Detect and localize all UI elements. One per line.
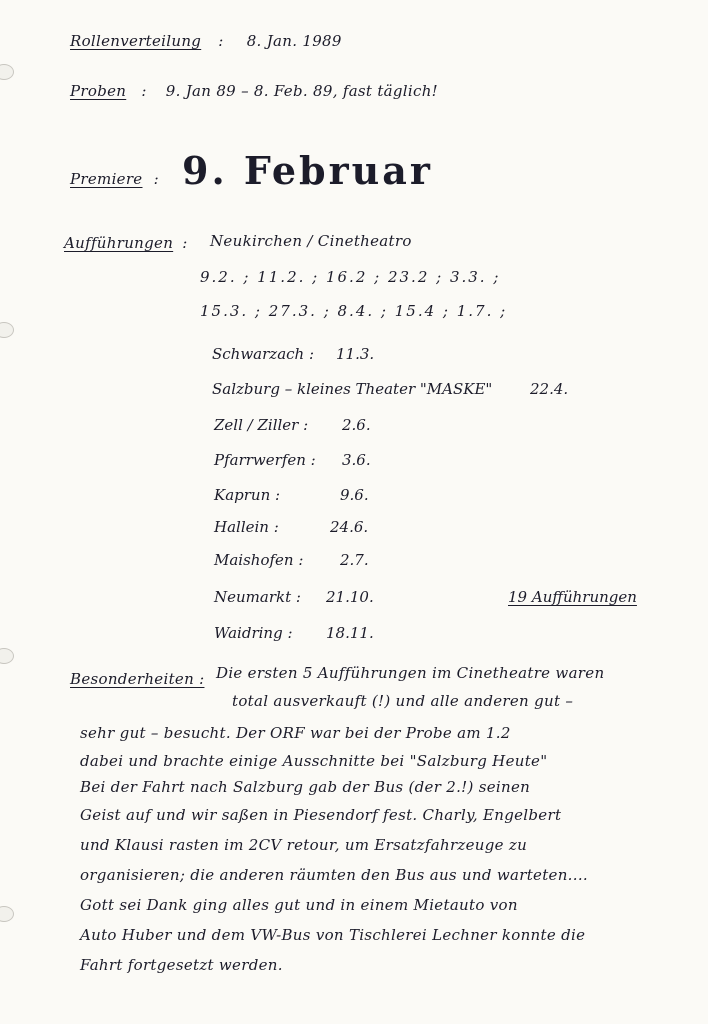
notes-line: Bei der Fahrt nach Salzburg gab der Bus (der 2.!) seinen [80, 778, 531, 796]
venue-waidring-place: Waidring : [214, 624, 293, 642]
venue-hallein-place: Hallein : [214, 518, 279, 536]
casting-sep: : [218, 32, 224, 50]
performances-dates-line-1: 9.2. ; 11.2. ; 16.2 ; 23.2 ; 3.3. ; [200, 268, 501, 286]
performances-venue: Neukirchen / Cinetheatro [210, 232, 412, 250]
casting-label: Rollenverteilung [70, 32, 202, 50]
notes-line: total ausverkauft (!) und alle anderen gut – [232, 692, 574, 710]
punch-hole-mark [0, 322, 14, 338]
premiere-sep: : [153, 170, 159, 188]
notes-line: Fahrt fortgesetzt werden. [80, 956, 283, 974]
rehearsals-line [70, 82, 438, 100]
venue-zell-place: Zell / Ziller : [214, 416, 309, 434]
notes-line: Die ersten 5 Aufführungen im Cinetheatre waren [216, 664, 605, 682]
venue-neumarkt-date: 21.10. [326, 588, 374, 606]
venue-salzburg-date: 22.4. [530, 380, 569, 398]
venue-schwarzach-place: Schwarzach : [212, 345, 315, 363]
notes-line: organisieren; die anderen räumten den Bus aus und warteten.... [80, 866, 588, 884]
notes-line: Gott sei Dank ging alles gut und in einem Mietauto von [80, 896, 518, 914]
venue-maishofen-place: Maishofen : [214, 551, 304, 569]
venue-salzburg-place: Salzburg – kleines Theater "MASKE" [212, 380, 493, 398]
performances-sep: : [182, 234, 188, 252]
notes-line: Geist auf und wir saßen in Piesendorf fest. Charly, Engelbert [80, 806, 562, 824]
venue-zell-date: 2.6. [342, 416, 371, 434]
performances-label: Aufführungen [64, 234, 174, 252]
rehearsals-label: Proben [70, 82, 127, 100]
premiere-line [70, 148, 433, 193]
performances-dates-line-2: 15.3. ; 27.3. ; 8.4. ; 15.4 ; 1.7. ; [200, 302, 508, 320]
casting-line [70, 32, 342, 50]
venue-waidring-date: 18.11. [326, 624, 374, 642]
punch-hole-mark [0, 906, 14, 922]
venue-pfarrwerfen-place: Pfarrwerfen : [214, 451, 316, 469]
casting-date: 8. Jan. 1989 [246, 32, 342, 50]
notes-line: Auto Huber und dem VW-Bus von Tischlerei Lechner konnte die [80, 926, 586, 944]
punch-hole-mark [0, 64, 14, 80]
venue-hallein-date: 24.6. [330, 518, 369, 536]
notes-line: und Klausi rasten im 2CV retour, um Ersatzfahrzeuge zu [80, 836, 528, 854]
venue-kaprun-date: 9.6. [340, 486, 369, 504]
premiere-date: 9. Februar [182, 148, 433, 193]
venue-kaprun-place: Kaprun : [214, 486, 281, 504]
notes-line: sehr gut – besucht. Der ORF war bei der Probe am 1.2 [80, 724, 511, 742]
notes-line: dabei und brachte einige Ausschnitte bei "Salzburg Heute" [80, 752, 548, 770]
venue-pfarrwerfen-date: 3.6. [342, 451, 371, 469]
performances-label-line [64, 234, 188, 252]
notes-label: Besonderheiten : [70, 670, 205, 688]
venue-neumarkt-place: Neumarkt : [214, 588, 301, 606]
performances-total: 19 Aufführungen [508, 588, 637, 606]
punch-hole-mark [0, 648, 14, 664]
rehearsals-text: 9. Jan 89 – 8. Feb. 89, fast täglich! [165, 82, 438, 100]
venue-schwarzach-date: 11.3. [336, 345, 375, 363]
premiere-label: Premiere [70, 170, 143, 188]
rehearsals-sep: : [141, 82, 147, 100]
venue-maishofen-date: 2.7. [340, 551, 369, 569]
